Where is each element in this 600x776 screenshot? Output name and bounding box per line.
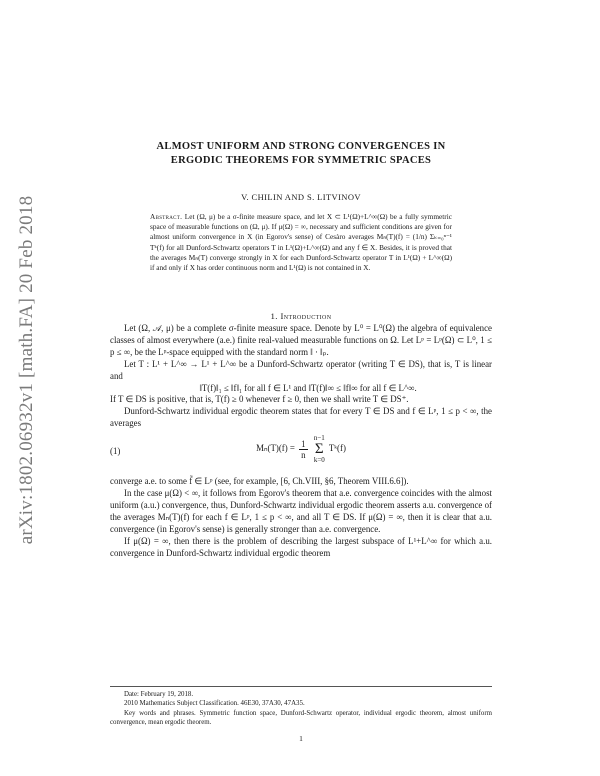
paragraph-1: Let (Ω, 𝒜, μ) be a complete σ-finite measure space. Denote by L⁰ = L⁰(Ω) the algebra of equivalence classes of almost everywhere (a.e.) finite real-valued measurable functions on Ω. Let Lᵖ = Lᵖ(Ω) ⊂ L⁰, 1 ≤ p ≤ ∞, be the Lᵖ-space equipped with the standard norm ‖ · ‖ₚ.	[110, 323, 492, 357]
paragraph-5: converge a.e. to some f̃ ∈ Lᵖ (see, for example, [6, Ch.VIII, §6, Theorem VIII.6.6]).	[110, 476, 409, 487]
abstract	[150, 212, 452, 273]
title-line-1: ALMOST UNIFORM AND STRONG CONVERGENCES IN	[156, 141, 446, 152]
footnote-date: Date: February 19, 2018.	[124, 691, 194, 698]
arxiv-identifier: arXiv:1802.06932v1 [math.FA] 20 Feb 2018	[16, 195, 37, 545]
display-equation-norms: ‖T(f)‖₁ ≤ ‖f‖₁ for all f ∈ L¹ and ‖T(f)‖∞ ≤ ‖f‖∞ for all f ∈ L^∞.	[199, 382, 417, 393]
sum-lower-limit: k=0	[313, 456, 325, 465]
page-number: 1	[299, 734, 303, 743]
authors: V. CHILIN AND S. LITVINOV	[241, 192, 361, 202]
section-heading: 1. Introduction	[270, 311, 332, 321]
paper-title	[110, 140, 492, 168]
equation-lhs: Mₙ(T)(f) =	[256, 443, 295, 454]
paragraph-3: If T ∈ DS is positive, that is, T(f) ≥ 0 whenever f ≥ 0, then we shall write T ∈ DS⁺.	[110, 394, 409, 405]
fraction-denominator: n	[301, 449, 306, 460]
abstract-text: Let (Ω, μ) be a σ-finite measure space, and let X ⊂ L¹(Ω)+L^∞(Ω) be a fully symmetric space of measurable functions on (Ω, μ). If μ(Ω) = ∞, necessary and sufficient conditions are given for almost uniform convergence in X (in Egorov's sense) of Cesàro averages Mₙ(T)(f) = (1/n) Σₖ₌₀ⁿ⁻¹ Tᵏ(f) for all Dunford-Schwartz operators T in L¹(Ω)+L^∞(Ω) and any f ∈ X. Besides, it is proved that the averages Mₙ(T) converge strongly in X for each Dunford-Schwartz operator T in L¹(Ω) + L^∞(Ω) if and only if X has order continuous norm and L¹(Ω) is not contained in X.	[150, 212, 452, 273]
equation-body	[110, 434, 492, 464]
equation-fraction	[299, 439, 307, 460]
footnote-msc: 2010 Mathematics Subject Classification. 46E30, 37A30, 47A35.	[124, 700, 305, 708]
body-text	[110, 323, 492, 560]
equation-number: (1)	[110, 446, 121, 457]
summation	[314, 434, 325, 464]
paragraph-7: If μ(Ω) = ∞, then there is the problem of describing the largest subspace of L¹+L^∞ for which a.u. convergence in Dunford-Schwartz individual ergodic theorem	[110, 535, 492, 558]
paragraph-6: In the case μ(Ω) < ∞, it follows from Egorov's theorem that a.e. convergence coincides with the almost uniform (a.u.) convergence, thus, Dunford-Schwartz individual ergodic theorem asserts a.u. convergence of the averages Mₙ(T)(f) for each f ∈ Lᵖ, 1 ≤ p < ∞, and all T ∈ DS. If μ(Ω) = ∞, then it is clear that a.u. convergence (in Egorov's sense) is generally stronger than a.e. convergence.	[110, 488, 492, 534]
fraction-numerator: 1	[301, 438, 306, 449]
sum-upper-limit: n−1	[313, 434, 325, 443]
paragraph-2: Let T : L¹ + L^∞ → L¹ + L^∞ be a Dunford-Schwartz operator (writing T ∈ DS), that is, T is linear and	[110, 358, 492, 381]
abstract-label: Abstract.	[150, 212, 183, 221]
footnote-keywords: Key words and phrases. Symmetric function space, Dunford-Schwartz operator, individual ergodic theorem, almost uniform convergence, mean ergodic theorem.	[110, 709, 492, 726]
title-line-2: ERGODIC THEOREMS FOR SYMMETRIC SPACES	[170, 155, 432, 166]
arxiv-identifier-stamp	[10, 165, 44, 575]
equation-1	[110, 434, 492, 472]
paragraph-4: Dunford-Schwartz individual ergodic theorem states that for every T ∈ DS and f ∈ Lᵖ, 1 ≤ p < ∞, the averages	[110, 406, 492, 429]
sum-sign: Σ	[314, 441, 324, 458]
footnotes	[110, 686, 492, 727]
equation-rhs: Tᵏ(f)	[328, 443, 346, 454]
